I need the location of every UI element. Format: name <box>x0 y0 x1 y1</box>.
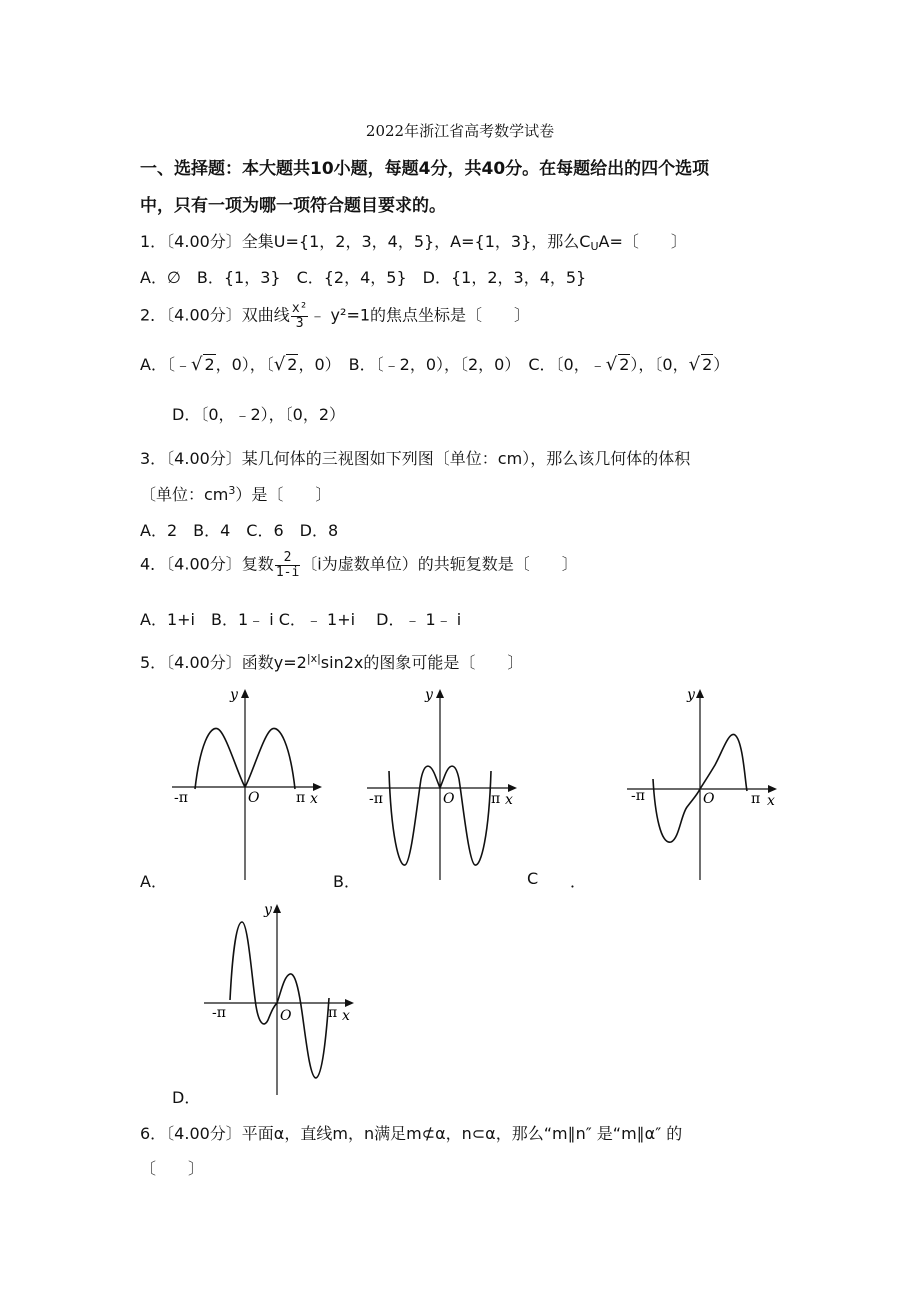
graph-label-b: B． <box>333 872 360 891</box>
graph-label-c: C <box>527 869 539 888</box>
graph-option-c <box>625 685 785 885</box>
graph-option-a <box>170 685 330 885</box>
q3-cube-superscript: 3 <box>228 484 236 497</box>
q2-opt-text-2: ，0），〔 <box>215 355 274 374</box>
x-arrow-icon <box>768 785 777 793</box>
origin-label: O <box>248 790 260 806</box>
x-label: x <box>310 791 318 807</box>
q3-line2-text: 〔单位：cm <box>140 485 229 504</box>
x-label: x <box>767 793 775 809</box>
graph-option-b <box>365 685 525 885</box>
q4-stem-tail: 〔i为虚数单位）的共轭复数是〔 〕 <box>301 554 578 574</box>
pi-label: π <box>751 791 761 807</box>
y-arrow-icon <box>273 904 281 913</box>
origin-label: O <box>703 791 715 807</box>
q2-fraction-numerator: x² <box>291 301 308 316</box>
q4-stem-text: 4．〔4.00分〕复数 <box>140 554 274 574</box>
q4-fraction-denominator: 1-i <box>275 564 300 580</box>
q5-stem-text: 5．〔4.00分〕函数y=2 <box>140 653 307 672</box>
y-label: y <box>687 687 695 703</box>
q1-stem-tail: A=〔 〕 <box>598 232 687 251</box>
origin-label: O <box>280 1008 292 1024</box>
graph-label-c-dot: ． <box>570 872 587 891</box>
y-label: y <box>425 687 433 703</box>
neg-pi-label: -π <box>174 790 188 806</box>
question-2-stem <box>140 302 530 330</box>
y-label: y <box>230 687 238 703</box>
q2-sqrt-radicand-3: 2 <box>619 355 630 374</box>
q5-stem-tail: sin2x的图象可能是〔 〕 <box>320 653 524 672</box>
q2-opt-text-3: ，0） B．〔﹣2，0），〔2，0） C．〔0，﹣ <box>298 355 606 374</box>
x-arrow-icon <box>508 784 517 792</box>
question-3-line1: 3．〔4.00分〕某几何体的三视图如下列图〔单位：cm），那么该几何体的体积 <box>140 449 691 468</box>
question-6-line2: 〔 〕 <box>140 1159 205 1178</box>
question-1-stem <box>140 229 687 253</box>
question-1-options: A．∅ B．{1，3} C．{2，4，5} D．{1，2，3，4，5} <box>140 268 587 287</box>
q2-fraction-denominator: 3 <box>295 315 304 331</box>
page-title: 2022年浙江省高考数学试卷 <box>365 122 555 140</box>
y-label: y <box>264 902 272 918</box>
question-2-options <box>140 352 729 375</box>
q2-sqrt-radicand-2: 2 <box>287 355 298 374</box>
sqrt-icon: √ <box>688 354 701 375</box>
graph-option-d <box>202 900 362 1100</box>
x-arrow-icon <box>313 783 322 791</box>
q2-opt-text-4: ），〔0， <box>630 355 689 374</box>
neg-pi-label: -π <box>369 791 383 807</box>
q5-exponent: |x| <box>306 652 321 665</box>
q2-stem-text: 2．〔4.00分〕双曲线 <box>140 305 290 325</box>
pi-label: π <box>491 791 501 807</box>
q2-fraction <box>291 302 309 330</box>
y-arrow-icon <box>241 689 249 698</box>
question-4-stem <box>140 551 578 579</box>
origin-label: O <box>443 791 455 807</box>
q1-complement-subscript: U <box>590 240 599 253</box>
q2-stem-tail: ﹣ y²=1的焦点坐标是〔 〕 <box>309 305 531 325</box>
neg-pi-label: -π <box>631 788 645 804</box>
pi-label: π <box>328 1005 338 1021</box>
sqrt-icon: √ <box>273 354 286 375</box>
q2-opt-text-5: ） <box>713 355 730 374</box>
sqrt-icon: √ <box>190 354 203 375</box>
x-arrow-icon <box>345 999 354 1007</box>
q3-line2-tail: ）是〔 〕 <box>235 485 332 504</box>
q2-sqrt-radicand-4: 2 <box>702 355 713 374</box>
question-3-options: A．2 B．4 C．6 D．8 <box>140 521 339 540</box>
q4-fraction <box>275 551 300 579</box>
x-label: x <box>505 792 513 808</box>
pi-label: π <box>296 790 306 806</box>
graph-label-a: A． <box>140 872 167 891</box>
neg-pi-label: -π <box>212 1005 226 1021</box>
section-heading-line2: 中，只有一项为哪一项符合题目要求的。 <box>140 196 446 216</box>
graph-label-d: D． <box>172 1088 201 1107</box>
q1-stem-text: 1．〔4.00分〕全集U={1，2，3，4，5}，A={1，3}，那么C <box>140 232 591 251</box>
sqrt-icon: √ <box>605 354 618 375</box>
question-6-line1: 6．〔4.00分〕平面α，直线m，n满足m⊄α，n⊂α，那么“m∥n″ 是“m∥α″ 的 <box>140 1124 683 1143</box>
question-4-options: A．1+i B．1﹣ i C．﹣ 1+i D．﹣ 1﹣ i <box>140 610 462 629</box>
q4-fraction-numerator: 2 <box>275 551 300 566</box>
section-heading-line1: 一、选择题：本大题共10小题，每题4分，共40分。在每题给出的四个选项 <box>140 159 710 179</box>
curve <box>230 922 329 1078</box>
q2-sqrt-radicand-1: 2 <box>204 355 215 374</box>
x-label: x <box>342 1008 350 1024</box>
y-arrow-icon <box>436 689 444 698</box>
y-arrow-icon <box>696 689 704 698</box>
question-3-line2 <box>140 482 331 505</box>
q2-opt-text-1: A．〔﹣ <box>140 355 191 374</box>
question-5-stem <box>140 650 523 673</box>
question-2-option-d: D．〔0，﹣2），〔0，2） <box>172 405 346 424</box>
